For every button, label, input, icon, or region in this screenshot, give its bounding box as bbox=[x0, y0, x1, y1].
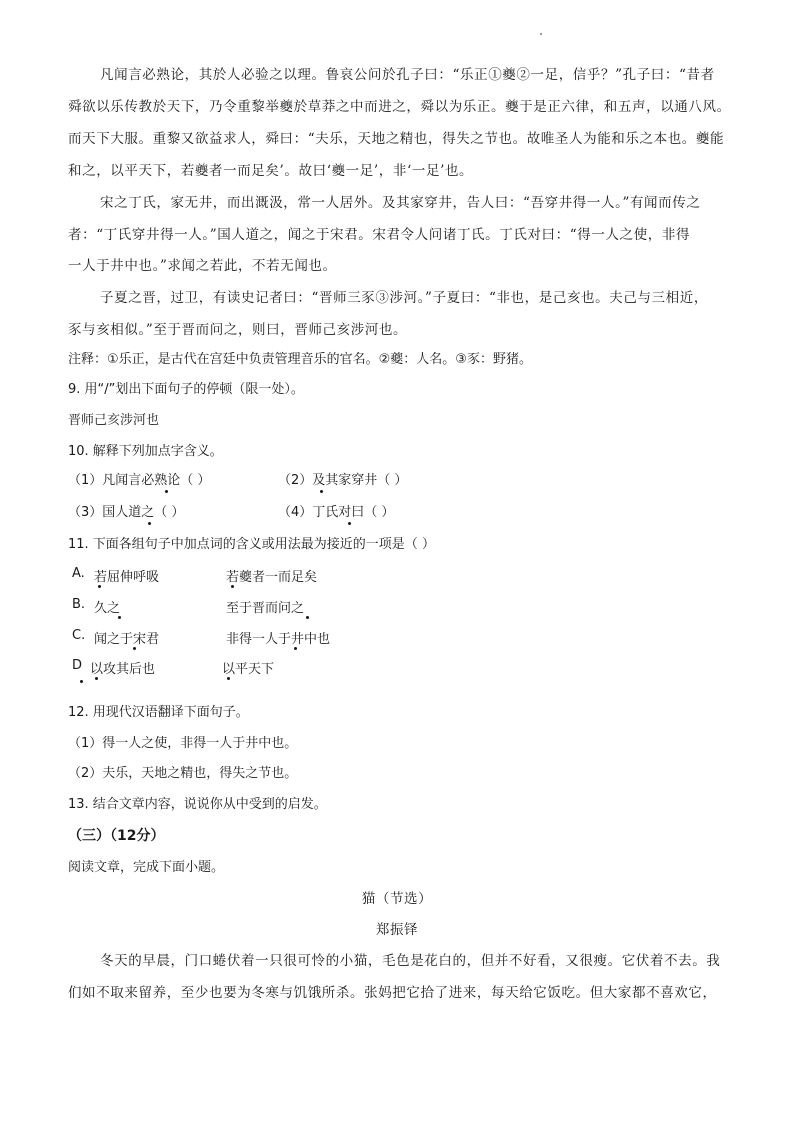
passage-line: 子夏之晋，过卫，有读史记者曰：“晋师三豕③涉河。”子夏曰：“非也，是己亥也。夫己与三相近， bbox=[100, 290, 708, 306]
question-10-item: （1）凡闻言必熟论（ ） bbox=[68, 473, 211, 488]
question-11-stem: 11. 下面各组句子中加点词的含义或用法最为接近的一项是（ ） bbox=[68, 537, 435, 552]
question-12-item: （2）夫乐，天地之精也，得失之节也。 bbox=[68, 766, 298, 781]
option-right: 以平天下 bbox=[222, 662, 275, 677]
question-12-stem: 12. 用现代汉语翻译下面句子。 bbox=[68, 705, 249, 720]
option-left: 久之 bbox=[94, 601, 121, 616]
question-9-sentence: 晋师己亥涉河也 bbox=[68, 413, 160, 428]
question-12-item: （1）得一人之使，非得一人于井中也。 bbox=[68, 736, 298, 751]
question-10-item: （3）国人道之（ ） bbox=[68, 505, 185, 520]
emphasis-dot bbox=[227, 677, 230, 680]
emphasis-dot bbox=[80, 680, 83, 683]
passage-line: 宋之丁氏，家无井，而出溉汲，常一人居外。及其家穿井，告人曰：“吾穿井得一人。”有闻而传之 bbox=[100, 195, 701, 211]
article-title: 猫（节选） bbox=[361, 891, 433, 907]
emphasis-dot bbox=[148, 522, 151, 525]
section-instruction: 阅读文章，完成下面小题。 bbox=[68, 860, 225, 875]
scan-speck bbox=[540, 33, 542, 35]
emphasis-dot bbox=[320, 490, 323, 493]
section-heading: （三）（12分） bbox=[68, 828, 165, 844]
emphasis-dot bbox=[95, 677, 98, 680]
passage-line: 和之，以平天下，若夔者一而足矣’。故曰‘夔一足’，非‘一足’也。 bbox=[68, 163, 474, 179]
passage-line: 豕与亥相似。”至于晋而问之，则曰，晋师己亥涉河也。 bbox=[68, 322, 408, 338]
passage-line: 而天下大服。重黎又欲益求人，舜曰：“夫乐，天地之精也，得失之节也。故唯圣人为能和乐之本也。夔能 bbox=[68, 131, 725, 147]
emphasis-dot bbox=[165, 490, 168, 493]
emphasis-dot bbox=[118, 616, 121, 619]
option-left: 闻之于宋君 bbox=[94, 632, 160, 647]
annotation-note: 注释：①乐正，是古代在宫廷中负责管理音乐的官名。②夔：人名。③豕：野猪。 bbox=[68, 352, 532, 367]
question-10-item: （2）及其家穿井（ ） bbox=[278, 473, 408, 488]
option-right: 若夔者一而足矣 bbox=[226, 570, 318, 585]
emphasis-dot bbox=[133, 647, 136, 650]
option-right: 非得一人于井中也 bbox=[226, 632, 331, 647]
option-left: 以攻其后也 bbox=[90, 662, 156, 677]
article-line: 们如不取来留养，至少也要为冬寒与饥饿所杀。张妈把它拾了进来，每天给它饭吃。但大家都不喜欢它， bbox=[68, 985, 717, 1001]
option-left: 若屈伸呼吸 bbox=[94, 570, 160, 585]
emphasis-dot bbox=[98, 585, 101, 588]
passage-line: 者：“丁氏穿井得一人。”国人道之，闻之于宋君。宋君令人问诸丁氏。丁氏对曰：“得一人之使，非得 bbox=[68, 227, 691, 243]
passage-line: 一人于井中也。”求闻之若此，不若无闻也。 bbox=[68, 258, 337, 274]
article-author: 郑振铎 bbox=[375, 922, 419, 938]
article-line: 冬天的早晨，门口蜷伏着一只很可怜的小猫，毛色是花白的，但并不好看，又很瘦。它伏着不去。我 bbox=[100, 953, 721, 969]
question-9-stem: 9. 用“/”划出下面句子的停顿（限一处）。 bbox=[68, 382, 304, 397]
emphasis-dot bbox=[294, 647, 297, 650]
option-label: C. bbox=[72, 628, 86, 643]
option-right: 至于晋而问之 bbox=[226, 601, 305, 616]
passage-line: 舜欲以乐传教於天下，乃令重黎举夔於草莽之中而进之，舜以为乐正。夔于是正六律，和五声，以通八风。 bbox=[68, 99, 731, 115]
emphasis-dot bbox=[231, 585, 234, 588]
emphasis-dot bbox=[306, 616, 309, 619]
emphasis-dot bbox=[348, 522, 351, 525]
option-label: D bbox=[72, 658, 83, 673]
option-label: B. bbox=[72, 597, 86, 612]
passage-line: 凡闻言必熟论，其於人必验之以理。鲁哀公问於孔子曰：“乐正①夔②一足，信乎？”孔子曰：“昔者 bbox=[100, 67, 715, 83]
question-13-stem: 13. 结合文章内容，说说你从中受到的启发。 bbox=[68, 797, 327, 812]
question-10-stem: 10. 解释下列加点字含义。 bbox=[68, 444, 223, 459]
option-label: A. bbox=[72, 566, 85, 581]
question-10-item: （4）丁氏对曰（ ） bbox=[278, 505, 395, 520]
